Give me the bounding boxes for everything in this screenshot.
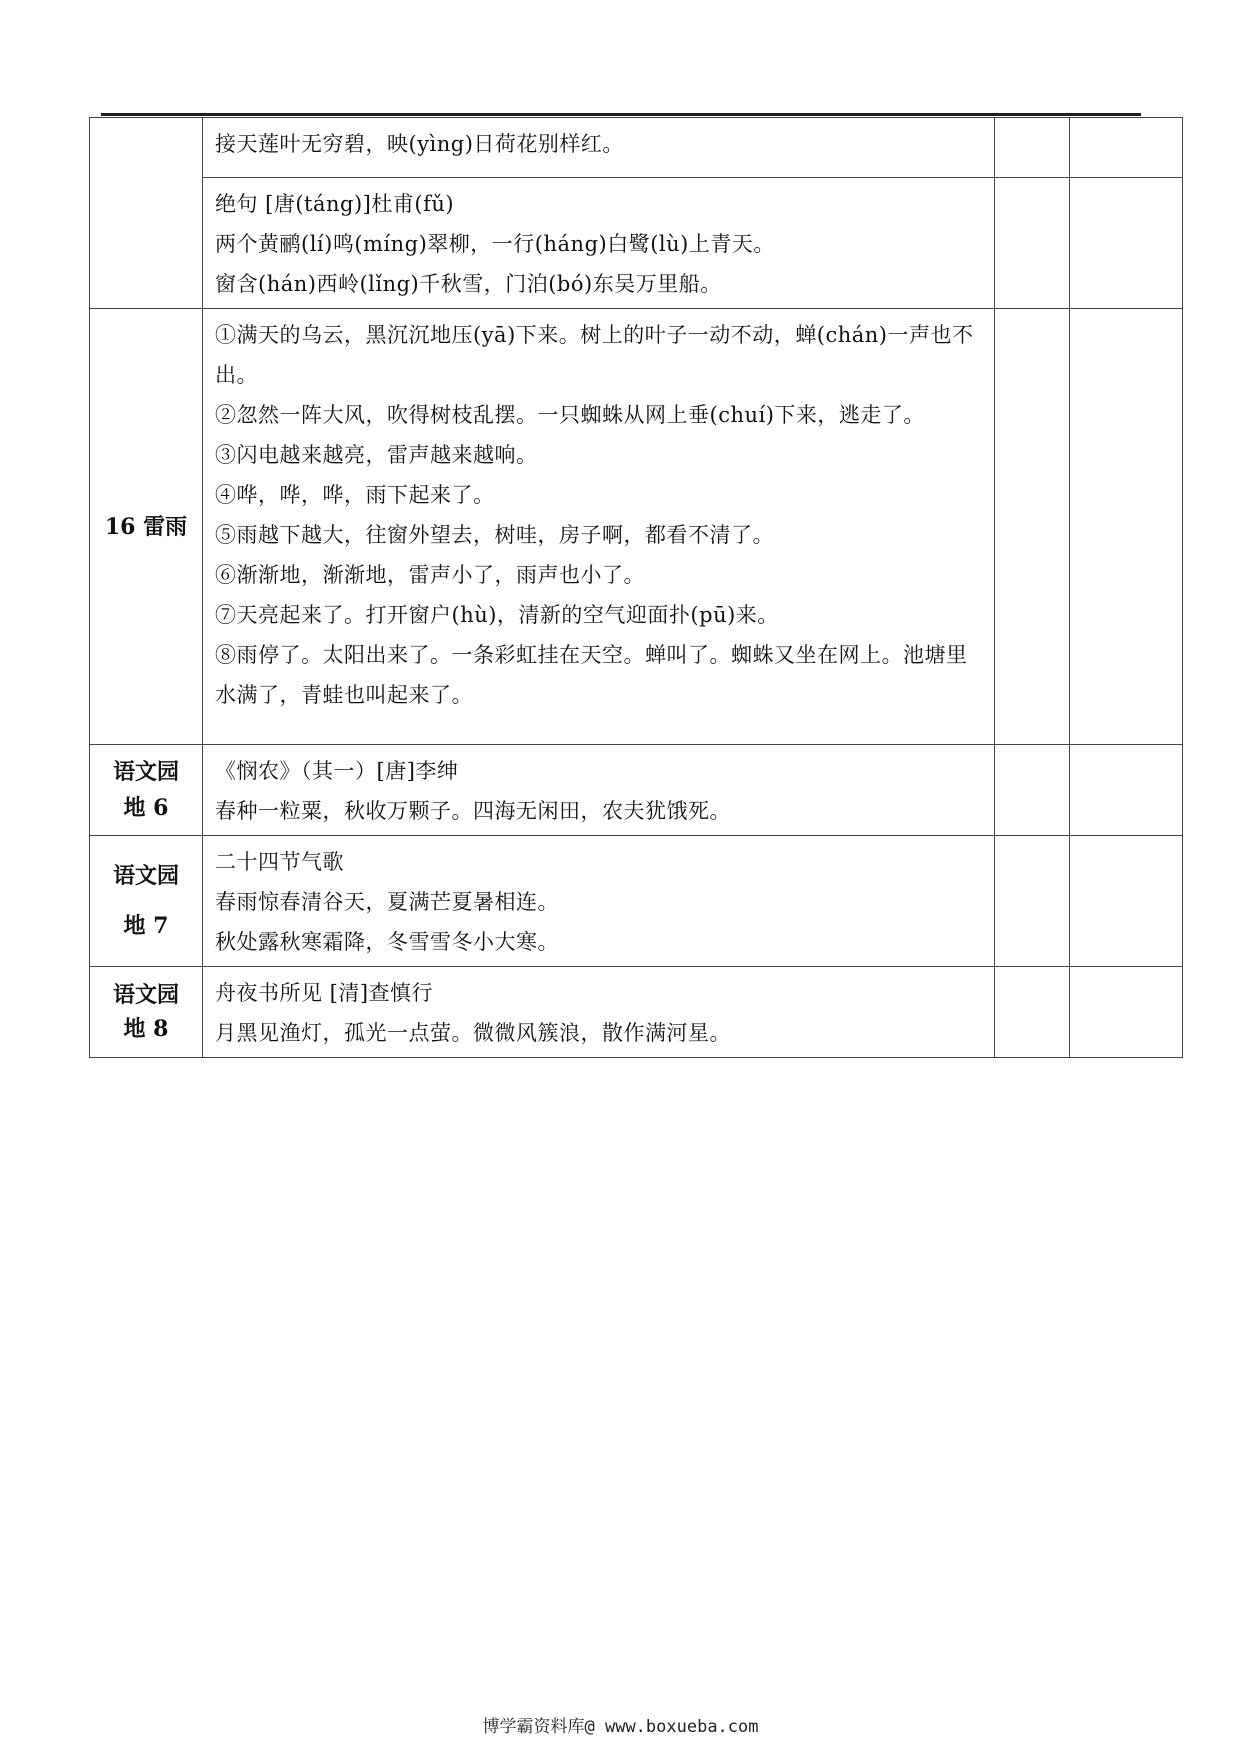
check-cell[interactable] — [1070, 309, 1183, 745]
recitation-table — [89, 117, 1183, 1058]
content-cell — [203, 745, 995, 836]
page-footer: 博学霸资料库@ www.boxueba.com — [482, 1717, 759, 1737]
table-row — [90, 309, 1183, 745]
table-row — [90, 118, 1183, 178]
check-cell[interactable] — [1070, 745, 1183, 836]
lesson-cell: 语文园地 6 — [90, 745, 203, 836]
lesson-cell: 16 雷雨 — [90, 309, 203, 745]
check-cell[interactable] — [995, 118, 1070, 178]
table-row — [90, 967, 1183, 1058]
text-line: ①满天的乌云，黑沉沉地压(yā)下来。树上的叶子一动不动，蝉(chán)一声也不出。 — [215, 323, 974, 387]
text-line: ③闪电越来越亮，雷声越来越响。 — [215, 443, 538, 467]
text-line: 两个黄鹂(lí)鸣(míng)翠柳，一行(háng)白鹭(lù)上青天。 — [215, 232, 775, 256]
text-line: 接天莲叶无穷碧，映(yìng)日荷花别样红。 — [215, 132, 624, 156]
text-line: 春雨惊春清谷天，夏满芒夏暑相连。 — [215, 890, 559, 914]
text-line: 舟夜书所见 [清]查慎行 — [215, 981, 434, 1005]
text-line: 二十四节气歌 — [215, 850, 344, 874]
page-top-rule — [101, 113, 1141, 116]
check-cell[interactable] — [995, 178, 1070, 309]
text-line: 窗含(hán)西岭(lǐng)千秋雪，门泊(bó)东吴万里船。 — [215, 272, 722, 296]
text-line: ④哗，哗，哗，雨下起来了。 — [215, 483, 495, 507]
check-cell[interactable] — [1070, 178, 1183, 309]
text-line: ⑧雨停了。太阳出来了。一条彩虹挂在天空。蝉叫了。蜘蛛又坐在网上。池塘里水满了，青蛙也叫起来了。 — [215, 643, 968, 707]
text-line: ⑥渐渐地，渐渐地，雷声小了，雨声也小了。 — [215, 563, 645, 587]
text-line: ②忽然一阵大风，吹得树枝乱摆。一只蜘蛛从网上垂(chuí)下来，逃走了。 — [215, 403, 925, 427]
table-row — [90, 178, 1183, 309]
content-cell — [203, 178, 995, 309]
check-cell[interactable] — [995, 745, 1070, 836]
lesson-cell: 语文园地 7 — [90, 836, 203, 967]
check-cell[interactable] — [995, 967, 1070, 1058]
content-cell — [203, 309, 995, 745]
text-line: ⑤雨越下越大，往窗外望去，树哇，房子啊，都看不清了。 — [215, 523, 774, 547]
text-line: 《悯农》（其一）[唐]李绅 — [215, 759, 459, 783]
text-line: 秋处露秋寒霜降，冬雪雪冬小大寒。 — [215, 930, 559, 954]
text-line: 绝句 [唐(táng)]杜甫(fǔ) — [215, 192, 455, 216]
check-cell[interactable] — [1070, 967, 1183, 1058]
content-cell — [203, 836, 995, 967]
lesson-cell: 语文园地 8 — [90, 967, 203, 1058]
text-line: 月黑见渔灯，孤光一点萤。微微风簇浪，散作满河星。 — [215, 1021, 731, 1045]
text-line: ⑦天亮起来了。打开窗户(hù)，清新的空气迎面扑(pū)来。 — [215, 603, 779, 627]
lesson-cell-empty — [90, 118, 203, 309]
check-cell[interactable] — [1070, 836, 1183, 967]
table-row — [90, 745, 1183, 836]
content-cell — [203, 967, 995, 1058]
check-cell[interactable] — [995, 309, 1070, 745]
check-cell[interactable] — [995, 836, 1070, 967]
table-row — [90, 836, 1183, 967]
text-line: 春种一粒粟，秋收万颗子。四海无闲田，农夫犹饿死。 — [215, 799, 731, 823]
check-cell[interactable] — [1070, 118, 1183, 178]
content-cell — [203, 118, 995, 178]
